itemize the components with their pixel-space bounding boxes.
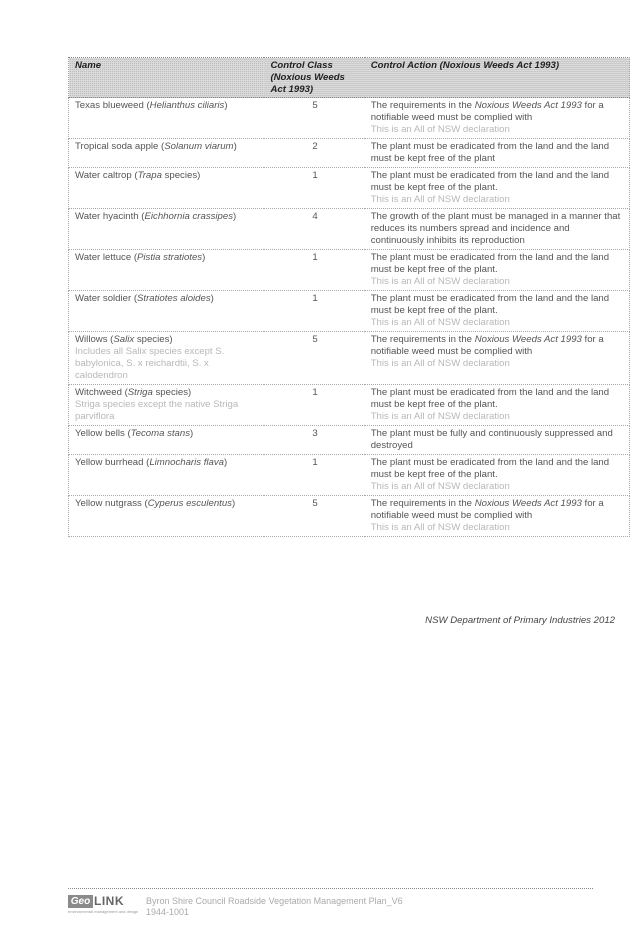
weed-name-suffix: ) (202, 252, 206, 263)
cell-control-action (365, 139, 630, 168)
cell-control-class: 2 (264, 139, 364, 168)
weed-common-name: Willows ( (75, 334, 114, 345)
weed-name-suffix: species) (161, 170, 201, 181)
cell-name (69, 98, 265, 139)
cell-control-action (365, 98, 630, 139)
header-control-action: Control Action (Noxious Weeds Act 1993) (365, 58, 630, 98)
weed-name-suffix: ) (233, 141, 237, 152)
table-header-row (69, 58, 630, 98)
weed-scientific-name: Stratiotes aloides (137, 293, 211, 304)
source-credit: NSW Department of Primary Industries 2012 (425, 615, 615, 626)
declaration-note: This is an All of NSW declaration (370, 522, 510, 533)
cell-name (69, 291, 265, 332)
table-row (69, 209, 630, 250)
cell-name (69, 209, 265, 250)
declaration-note: This is an All of NSW declaration (370, 481, 510, 492)
cell-control-class: 5 (264, 98, 364, 139)
cell-name (69, 332, 265, 385)
header-control-class: Control Class (Noxious Weeds Act 1993) (264, 58, 364, 98)
declaration-note: This is an All of NSW declaration (370, 124, 510, 135)
action-text: The plant must be eradicated from the land and the land must be kept free of the plant. (370, 293, 610, 316)
weed-scientific-name: Trapa (137, 170, 162, 181)
action-text-end: for a notifiable weed must be complied with (370, 100, 604, 123)
action-text: The plant must be eradicated from the land and the land must be kept free of the plant. (370, 387, 610, 410)
action-text: The plant must be eradicated from the land and the land must be kept free of the plant. (370, 252, 610, 275)
action-text: The requirements in the (370, 100, 475, 111)
cell-control-class: 5 (264, 332, 364, 385)
cell-control-action (365, 291, 630, 332)
action-text-end: for a notifiable weed must be complied with (370, 334, 604, 357)
weed-common-name: Water hyacinth ( (75, 211, 145, 222)
declaration-note: This is an All of NSW declaration (370, 194, 510, 205)
cell-name (69, 426, 265, 455)
cell-control-class: 1 (264, 455, 364, 496)
table-row (69, 426, 630, 455)
weed-scientific-name: Helianthus ciliaris (149, 100, 225, 111)
action-text: The plant must be eradicated from the land and the land must be kept free of the plant (370, 141, 610, 164)
weed-name-note: Includes all Salix species except S. babylonica, S. x reichardtii, S. x calodendron (75, 346, 225, 381)
weed-common-name: Water caltrop ( (75, 170, 138, 181)
weed-name-suffix: species) (152, 387, 192, 398)
table-row (69, 455, 630, 496)
logo-tagline: environmental management and design (68, 909, 139, 914)
logo-link: LINK (94, 894, 124, 908)
action-text: The plant must be eradicated from the land and the land must be kept free of the plant. (370, 457, 610, 480)
weed-name-note: Striga species except the native Striga parviflora (75, 399, 239, 422)
geolink-logo (68, 894, 139, 916)
cell-name (69, 455, 265, 496)
table-row (69, 98, 630, 139)
footer-document-title: Byron Shire Council Roadside Vegetation Management Plan_V6 (146, 896, 403, 906)
act-reference: Noxious Weeds Act 1993 (474, 334, 582, 345)
cell-control-action (365, 426, 630, 455)
declaration-note: This is an All of NSW declaration (370, 411, 510, 422)
cell-control-action (365, 209, 630, 250)
weed-scientific-name: Eichhornia crassipes (144, 211, 234, 222)
cell-control-action (365, 332, 630, 385)
action-text: The requirements in the (370, 498, 475, 509)
action-text: The plant must be fully and continuously suppressed and destroyed (370, 428, 613, 451)
weed-scientific-name: Limnocharis flava (149, 457, 224, 468)
cell-control-action (365, 496, 630, 537)
act-reference: Noxious Weeds Act 1993 (474, 498, 582, 509)
weed-common-name: Tropical soda apple ( (75, 141, 165, 152)
table-row (69, 385, 630, 426)
footer-document-number: 1944-1001 (146, 907, 190, 917)
weed-common-name: Witchweed ( (75, 387, 128, 398)
declaration-note: This is an All of NSW declaration (370, 317, 510, 328)
table-row (69, 496, 630, 537)
weed-scientific-name: Tecoma stans (130, 428, 191, 439)
weed-name-suffix: ) (210, 293, 214, 304)
footer-divider (68, 888, 593, 889)
weed-scientific-name: Cyperus esculentus (147, 498, 232, 509)
cell-name (69, 168, 265, 209)
table-row (69, 291, 630, 332)
weed-name-suffix: ) (190, 428, 194, 439)
cell-control-class: 1 (264, 291, 364, 332)
weed-scientific-name: Striga (127, 387, 153, 398)
cell-name (69, 139, 265, 168)
cell-control-class: 3 (264, 426, 364, 455)
weed-name-suffix: species) (134, 334, 173, 345)
footer-text (146, 896, 403, 918)
weed-scientific-name: Pistia stratiotes (137, 252, 203, 263)
header-name: Name (69, 58, 265, 98)
cell-control-class: 1 (264, 168, 364, 209)
logo-geo: Geo (68, 895, 93, 908)
cell-control-class: 4 (264, 209, 364, 250)
weed-common-name: Yellow nutgrass ( (75, 498, 148, 509)
weed-scientific-name: Salix (113, 334, 135, 345)
cell-control-action (365, 455, 630, 496)
weed-common-name: Water soldier ( (75, 293, 138, 304)
weed-scientific-name: Solanum viarum (164, 141, 234, 152)
weed-common-name: Yellow bells ( (75, 428, 131, 439)
declaration-note: This is an All of NSW declaration (370, 358, 510, 369)
action-text: The growth of the plant must be managed in a manner that reduces its numbers spread and incidence and continuously inhibits its reproduction (370, 211, 621, 246)
cell-control-class: 1 (264, 385, 364, 426)
cell-name (69, 496, 265, 537)
weed-common-name: Yellow burrhead ( (75, 457, 150, 468)
weed-name-suffix: ) (231, 498, 236, 509)
weed-name-suffix: ) (224, 100, 228, 111)
table-row (69, 332, 630, 385)
weed-name-suffix: ) (233, 211, 237, 222)
cell-control-class: 5 (264, 496, 364, 537)
cell-control-action (365, 168, 630, 209)
cell-control-action (365, 250, 630, 291)
act-reference: Noxious Weeds Act 1993 (474, 100, 582, 111)
action-text: The requirements in the (370, 334, 475, 345)
noxious-weeds-table (68, 57, 630, 537)
weed-common-name: Texas blueweed ( (75, 100, 150, 111)
table-row (69, 139, 630, 168)
table-row (69, 250, 630, 291)
cell-control-class: 1 (264, 250, 364, 291)
cell-name (69, 250, 265, 291)
cell-name (69, 385, 265, 426)
table-row (69, 168, 630, 209)
cell-control-action (365, 385, 630, 426)
action-text-end: for a notifiable weed must be complied with (370, 498, 604, 521)
action-text: The plant must be eradicated from the land and the land must be kept free of the plant. (370, 170, 610, 193)
weed-common-name: Water lettuce ( (75, 252, 138, 263)
weed-name-suffix: ) (223, 457, 228, 468)
declaration-note: This is an All of NSW declaration (370, 276, 510, 287)
